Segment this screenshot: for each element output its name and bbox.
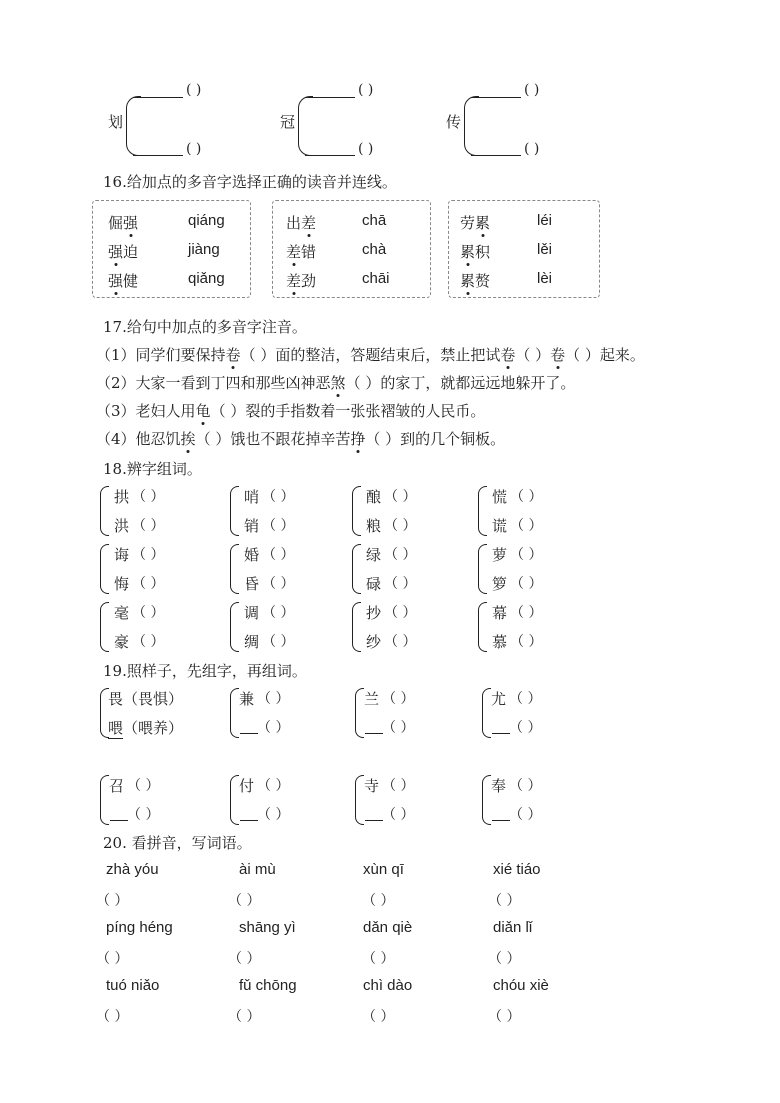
q20-answer-paren: （ ） <box>362 893 395 909</box>
q18-char: 慌 <box>492 488 508 506</box>
q19-paren: （ ） <box>257 691 290 707</box>
q19-paren: （ ） <box>509 691 542 707</box>
q15-char: 冠 <box>280 113 296 131</box>
q20-pinyin: diǎn lǐ <box>493 919 533 936</box>
q18-paren: （ ） <box>384 518 417 534</box>
q16-pinyin: chāi <box>362 270 390 287</box>
q20-pinyin: xié tiáo <box>493 861 541 878</box>
q15-brace <box>298 96 313 156</box>
q18-char: 谎 <box>492 517 508 535</box>
q20-pinyin: xùn qī <box>363 861 404 878</box>
q15-paren: ( ) <box>524 141 540 157</box>
q19-blank <box>240 820 258 821</box>
q19-char: 兰 <box>364 690 380 708</box>
q18-char: 绸 <box>244 633 260 651</box>
q20-answer-paren: （ ） <box>488 893 521 909</box>
q19-char: 奉 <box>491 777 507 795</box>
q18-char: 酿 <box>366 488 382 506</box>
q20-pinyin: fǔ chōng <box>239 977 297 994</box>
q16-char: 累 <box>460 243 476 261</box>
q18-char: 哨 <box>244 488 260 506</box>
q15-paren: ( ) <box>358 141 374 157</box>
q16-word <box>286 241 316 262</box>
q18-char: 萝 <box>492 546 508 564</box>
q18-paren: （ ） <box>262 634 295 650</box>
q18-paren: （ ） <box>384 547 417 563</box>
q19-brace <box>230 688 239 738</box>
q16-char: 出 <box>286 214 302 232</box>
q16-char: 赘 <box>475 272 491 290</box>
q18-brace <box>478 602 487 652</box>
q18-title: 18.辨字组词。 <box>103 460 202 478</box>
q20-pinyin: tuó niǎo <box>106 977 160 994</box>
q19-title: 19.照样子，先组字，再组词。 <box>103 662 307 680</box>
q18-char: 悔 <box>114 575 130 593</box>
q16-char: 积 <box>475 243 491 261</box>
q18-char: 碌 <box>366 575 382 593</box>
q19-example-word: （喂养） <box>123 719 184 737</box>
q19-paren: （ ） <box>509 807 542 823</box>
q19-blank <box>110 820 128 821</box>
q19-paren: （ ） <box>127 807 160 823</box>
q17-sentence-4: （4）他忍饥挨（ ）饿也不跟花掉辛苦挣（ ）到的几个铜板。 <box>96 430 506 448</box>
q18-paren: （ ） <box>262 605 295 621</box>
q19-paren: （ ） <box>382 807 415 823</box>
q16-char: 强 <box>123 214 139 232</box>
q18-char: 昏 <box>244 575 260 593</box>
q16-word <box>460 270 490 291</box>
q20-pinyin: dǎn qiè <box>363 919 413 936</box>
q20-pinyin: píng héng <box>106 919 173 936</box>
q18-paren: （ ） <box>510 605 543 621</box>
q16-word <box>460 212 490 233</box>
q18-paren: （ ） <box>132 576 165 592</box>
q16-title: 16.给加点的多音字选择正确的读音并连线。 <box>103 173 397 191</box>
dotted-char: 煞 <box>330 374 346 392</box>
q15-blank <box>471 155 521 156</box>
q16-word <box>108 241 138 262</box>
q15-paren: ( ) <box>524 82 540 98</box>
q16-word <box>286 270 316 291</box>
q18-char: 毫 <box>114 604 130 622</box>
q16-char: 迫 <box>123 243 139 261</box>
q16-pinyin: lèi <box>537 270 553 287</box>
q16-pinyin: chā <box>362 212 387 229</box>
q16-char: 累 <box>475 214 491 232</box>
q19-paren: （ ） <box>509 720 542 736</box>
q18-brace <box>478 544 487 594</box>
q18-paren: （ ） <box>510 576 543 592</box>
q20-answer-paren: （ ） <box>96 893 129 909</box>
q15-brace <box>464 96 479 156</box>
dotted-char: 龟 <box>195 402 211 420</box>
dotted-char: 卷 <box>500 346 516 364</box>
q18-paren: （ ） <box>262 489 295 505</box>
q18-char: 抄 <box>366 604 382 622</box>
q19-paren: （ ） <box>382 720 415 736</box>
q18-paren: （ ） <box>132 518 165 534</box>
q15-char: 划 <box>108 113 124 131</box>
q18-char: 粮 <box>366 517 382 535</box>
dotted-char: 卷 <box>225 346 241 364</box>
q16-char: 差 <box>286 243 302 261</box>
q15-brace <box>126 96 141 156</box>
q18-paren: （ ） <box>132 489 165 505</box>
q18-char: 慕 <box>492 633 508 651</box>
q16-word <box>460 241 490 262</box>
q18-char: 婚 <box>244 546 260 564</box>
q19-paren: （ ） <box>257 807 290 823</box>
q20-pinyin: chóu xiè <box>493 977 549 994</box>
q20-pinyin: zhà yóu <box>106 861 159 878</box>
q18-brace <box>352 544 361 594</box>
q15-char: 传 <box>446 113 462 131</box>
q19-paren: （ ） <box>257 778 290 794</box>
q18-paren: （ ） <box>510 518 543 534</box>
q18-char: 销 <box>244 517 260 535</box>
q19-blank <box>240 733 258 734</box>
q16-char: 健 <box>123 272 139 290</box>
q15-paren: ( ) <box>358 82 374 98</box>
q18-paren: （ ） <box>384 489 417 505</box>
q18-char: 箩 <box>492 575 508 593</box>
q16-char: 累 <box>460 272 476 290</box>
q20-title: 20. 看拼音，写词语。 <box>103 834 252 852</box>
q16-word <box>108 212 138 233</box>
q19-paren: （ ） <box>382 778 415 794</box>
q17-sentence-1: （1）同学们要保持卷（ ）面的整洁，答题结束后，禁止把试卷（ ）卷（ ）起来。 <box>96 346 645 364</box>
q18-paren: （ ） <box>384 605 417 621</box>
q16-char: 差 <box>286 272 302 290</box>
q20-answer-paren: （ ） <box>488 1009 521 1025</box>
q18-paren: （ ） <box>262 518 295 534</box>
q19-blank <box>365 733 383 734</box>
q17-title: 17.给句中加点的多音字注音。 <box>103 318 307 336</box>
q19-char: 召 <box>109 777 125 795</box>
q20-pinyin: ài mù <box>239 861 276 878</box>
q20-answer-paren: （ ） <box>96 1009 129 1025</box>
q16-char: 劲 <box>301 272 317 290</box>
q16-word <box>286 212 316 233</box>
q19-brace <box>355 775 364 825</box>
q16-char: 强 <box>108 243 124 261</box>
q19-paren: （ ） <box>257 720 290 736</box>
q18-paren: （ ） <box>132 605 165 621</box>
q18-char: 纱 <box>366 633 382 651</box>
q18-char: 拱 <box>114 488 130 506</box>
q18-char: 豪 <box>114 633 130 651</box>
q16-char: 强 <box>108 272 124 290</box>
q19-blank <box>492 820 510 821</box>
q18-brace <box>100 544 109 594</box>
q18-paren: （ ） <box>384 576 417 592</box>
q18-paren: （ ） <box>510 489 543 505</box>
q16-char: 差 <box>301 214 317 232</box>
q18-paren: （ ） <box>262 576 295 592</box>
q18-char: 绿 <box>366 546 382 564</box>
q19-brace <box>230 775 239 825</box>
q19-example-top: 畏（畏惧） <box>108 690 184 708</box>
q19-example-bottom <box>108 717 183 739</box>
q19-example-char: 喂 <box>108 719 124 737</box>
q18-brace <box>230 486 239 536</box>
q20-answer-paren: （ ） <box>228 951 261 967</box>
q18-brace <box>100 602 109 652</box>
q19-paren: （ ） <box>127 778 160 794</box>
q16-pinyin: léi <box>537 212 553 229</box>
q16-pinyin: jiàng <box>188 241 220 258</box>
q19-paren: （ ） <box>382 691 415 707</box>
q19-brace <box>355 688 364 738</box>
q20-answer-paren: （ ） <box>228 893 261 909</box>
q18-brace <box>100 486 109 536</box>
q16-word <box>108 270 138 291</box>
q18-paren: （ ） <box>384 634 417 650</box>
q18-brace <box>230 602 239 652</box>
q18-paren: （ ） <box>510 547 543 563</box>
q20-answer-paren: （ ） <box>228 1009 261 1025</box>
dotted-char: 卷 <box>550 346 566 364</box>
q19-char: 尤 <box>491 690 507 708</box>
q16-char: 劳 <box>460 214 476 232</box>
q16-char: 错 <box>301 243 317 261</box>
q18-paren: （ ） <box>132 547 165 563</box>
q20-answer-paren: （ ） <box>362 1009 395 1025</box>
q18-brace <box>478 486 487 536</box>
q15-blank <box>133 97 183 98</box>
q20-answer-paren: （ ） <box>96 951 129 967</box>
q18-brace <box>352 486 361 536</box>
q16-char: 倔 <box>108 214 124 232</box>
q18-char: 洪 <box>114 517 130 535</box>
q17-sentence-3: （3）老妇人用龟（ ）裂的手指数着一张张褶皱的人民币。 <box>96 402 486 420</box>
q19-blank <box>492 733 510 734</box>
q18-char: 诲 <box>114 546 130 564</box>
q19-char: 兼 <box>239 690 255 708</box>
q20-answer-paren: （ ） <box>488 951 521 967</box>
q19-paren: （ ） <box>509 778 542 794</box>
q17-sentence-2: （2）大家一看到丁四和那些凶神恶煞（ ）的家丁，就都远远地躲开了。 <box>96 374 576 392</box>
q18-brace <box>230 544 239 594</box>
q15-blank <box>471 97 521 98</box>
q15-paren: ( ) <box>186 141 202 157</box>
q15-blank <box>305 97 355 98</box>
q18-brace <box>352 602 361 652</box>
q16-pinyin: chà <box>362 241 387 258</box>
q18-paren: （ ） <box>132 634 165 650</box>
q20-pinyin: shāng yì <box>239 919 296 936</box>
q19-brace <box>482 688 491 738</box>
q16-pinyin: qiǎng <box>188 270 225 287</box>
q20-pinyin: chì dào <box>363 977 413 994</box>
q18-paren: （ ） <box>262 547 295 563</box>
q19-char: 寺 <box>364 777 380 795</box>
q18-char: 调 <box>244 604 260 622</box>
q15-blank <box>133 155 183 156</box>
dotted-char: 挨 <box>180 430 196 448</box>
q19-blank <box>365 820 383 821</box>
q19-brace <box>482 775 491 825</box>
q18-char: 幕 <box>492 604 508 622</box>
q19-brace <box>100 775 109 825</box>
dotted-char: 挣 <box>350 430 366 448</box>
q19-char: 付 <box>239 777 255 795</box>
q15-blank <box>305 155 355 156</box>
q16-pinyin: qiáng <box>188 212 225 229</box>
q16-pinyin: lěi <box>537 241 553 258</box>
q20-answer-paren: （ ） <box>362 951 395 967</box>
q15-paren: ( ) <box>186 82 202 98</box>
q18-paren: （ ） <box>510 634 543 650</box>
